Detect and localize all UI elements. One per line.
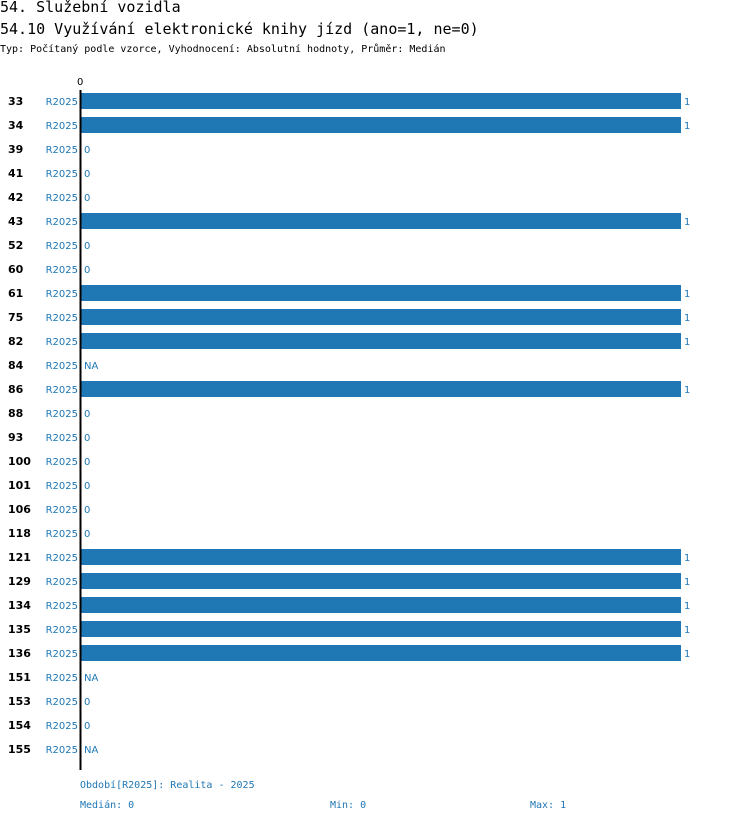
- row-id-label: 134: [8, 599, 31, 612]
- bar: [81, 621, 681, 637]
- row-id-label: 154: [8, 719, 31, 732]
- row-period-label: R2025: [45, 361, 78, 372]
- row-period-label: R2025: [45, 721, 78, 732]
- bar-value-label: 0: [84, 169, 91, 180]
- row-id-label: 34: [8, 119, 24, 132]
- max-stat: Max: 1: [530, 800, 567, 811]
- bar: [81, 573, 681, 589]
- median-stat: Medián: 0: [80, 800, 135, 811]
- bar-chart: [0, 70, 750, 770]
- min-stat: Min: 0: [330, 800, 367, 811]
- row-id-label: 86: [8, 383, 24, 396]
- bar-value-label: 1: [684, 337, 691, 348]
- row-id-label: 136: [8, 647, 31, 660]
- bar-value-label: 1: [684, 217, 691, 228]
- bar-value-label: 1: [684, 121, 691, 132]
- bar-value-label: 1: [684, 97, 691, 108]
- question-title: 54.10 Využívání elektronické knihy jízd (ano=1, ne=0): [0, 20, 479, 38]
- bar-value-label: 0: [84, 697, 91, 708]
- bar-value-label: 1: [684, 601, 691, 612]
- row-id-label: 60: [8, 263, 24, 276]
- bar: [81, 381, 681, 397]
- row-period-label: R2025: [45, 193, 78, 204]
- bar: [81, 93, 681, 109]
- bar-value-label: 1: [684, 289, 691, 300]
- bar-value-label: 1: [684, 553, 691, 564]
- row-period-label: R2025: [45, 145, 78, 156]
- axis-tick-label: 0: [77, 77, 84, 88]
- row-period-label: R2025: [45, 289, 78, 300]
- row-period-label: R2025: [45, 217, 78, 228]
- bar-value-label: 1: [684, 649, 691, 660]
- bar: [81, 309, 681, 325]
- bar-value-label: 0: [84, 721, 91, 732]
- row-period-label: R2025: [45, 625, 78, 636]
- row-period-label: R2025: [45, 265, 78, 276]
- bar-value-label: 0: [84, 529, 91, 540]
- bar-value-label: 1: [684, 577, 691, 588]
- row-period-label: R2025: [45, 673, 78, 684]
- row-id-label: 84: [8, 359, 24, 372]
- row-id-label: 88: [8, 407, 24, 420]
- row-id-label: 135: [8, 623, 31, 636]
- period-legend: Období[R2025]: Realita - 2025: [80, 780, 255, 791]
- bar: [81, 333, 681, 349]
- row-id-label: 129: [8, 575, 31, 588]
- row-id-label: 52: [8, 239, 24, 252]
- bar: [81, 597, 681, 613]
- bar: [81, 213, 681, 229]
- row-id-label: 41: [8, 167, 24, 180]
- bar: [81, 117, 681, 133]
- chart-meta: Typ: Počítaný podle vzorce, Vyhodnocení: Absolutní hodnoty, Průměr: Medián: [0, 44, 446, 55]
- row-id-label: 151: [8, 671, 31, 684]
- bar-value-label: 0: [84, 457, 91, 468]
- row-id-label: 43: [8, 215, 24, 228]
- row-id-label: 106: [8, 503, 31, 516]
- bar-value-label: 1: [684, 625, 691, 636]
- row-period-label: R2025: [45, 553, 78, 564]
- bar-value-label: 0: [84, 193, 91, 204]
- bar: [81, 549, 681, 565]
- row-period-label: R2025: [45, 409, 78, 420]
- bar-value-label: 0: [84, 241, 91, 252]
- bar-value-label: 1: [684, 385, 691, 396]
- row-period-label: R2025: [45, 601, 78, 612]
- row-id-label: 33: [8, 95, 24, 108]
- row-period-label: R2025: [45, 457, 78, 468]
- bar-value-label: 0: [84, 409, 91, 420]
- row-period-label: R2025: [45, 337, 78, 348]
- row-id-label: 42: [8, 191, 24, 204]
- row-id-label: 39: [8, 143, 24, 156]
- bar: [81, 285, 681, 301]
- bar-value-label: 0: [84, 433, 91, 444]
- row-id-label: 121: [8, 551, 31, 564]
- row-period-label: R2025: [45, 577, 78, 588]
- row-period-label: R2025: [45, 313, 78, 324]
- row-id-label: 82: [8, 335, 24, 348]
- row-period-label: R2025: [45, 529, 78, 540]
- row-id-label: 118: [8, 527, 31, 540]
- row-period-label: R2025: [45, 121, 78, 132]
- row-id-label: 93: [8, 431, 24, 444]
- bar-value-label: NA: [84, 361, 99, 372]
- row-period-label: R2025: [45, 385, 78, 396]
- row-period-label: R2025: [45, 481, 78, 492]
- bar-value-label: 0: [84, 265, 91, 276]
- row-id-label: 61: [8, 287, 24, 300]
- row-period-label: R2025: [45, 241, 78, 252]
- row-period-label: R2025: [45, 169, 78, 180]
- row-period-label: R2025: [45, 649, 78, 660]
- bar-value-label: 0: [84, 145, 91, 156]
- bar: [81, 645, 681, 661]
- row-id-label: 75: [8, 311, 24, 324]
- bar-value-label: 1: [684, 313, 691, 324]
- section-title: 54. Služební vozidla: [0, 0, 181, 16]
- row-id-label: 155: [8, 743, 31, 756]
- row-period-label: R2025: [45, 697, 78, 708]
- row-id-label: 100: [8, 455, 31, 468]
- bar-value-label: NA: [84, 745, 99, 756]
- row-period-label: R2025: [45, 97, 78, 108]
- bar-value-label: 0: [84, 481, 91, 492]
- row-id-label: 153: [8, 695, 31, 708]
- row-id-label: 101: [8, 479, 31, 492]
- row-period-label: R2025: [45, 505, 78, 516]
- row-period-label: R2025: [45, 433, 78, 444]
- bar-value-label: 0: [84, 505, 91, 516]
- row-period-label: R2025: [45, 745, 78, 756]
- bar-value-label: NA: [84, 673, 99, 684]
